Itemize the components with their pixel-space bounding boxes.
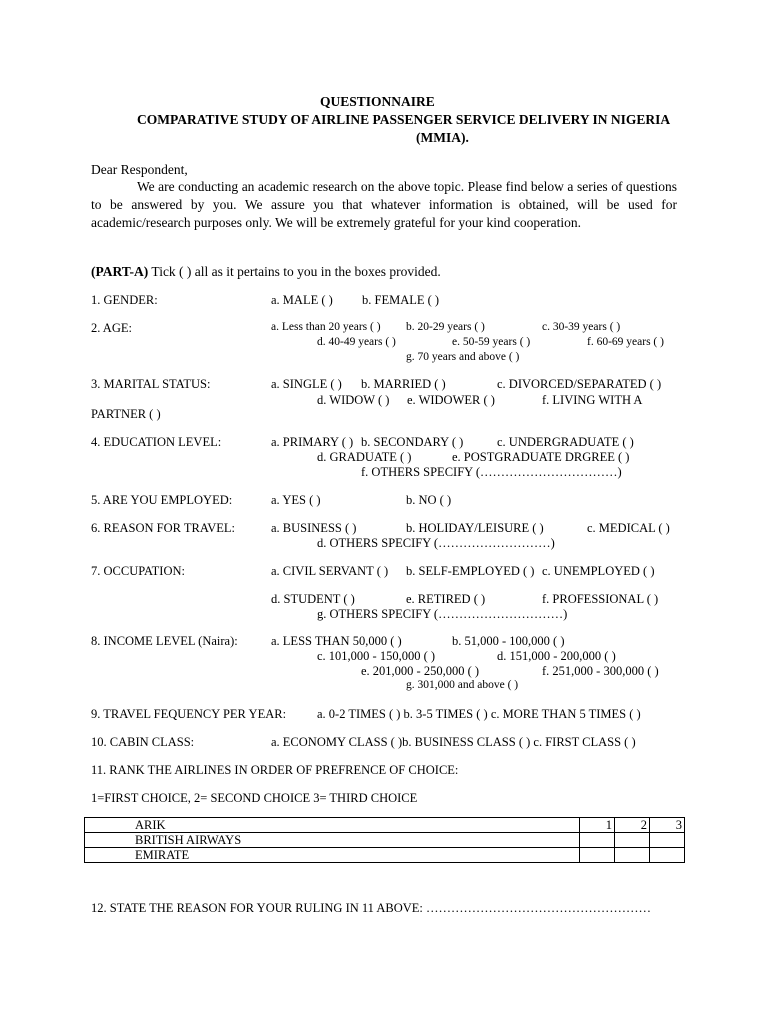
q7-option-c[interactable]: c. UNEMPLOYED ( ) <box>542 564 655 578</box>
q8-option-b[interactable]: b. 51,000 - 100,000 ( ) <box>452 634 565 648</box>
q4-option-d[interactable]: d. GRADUATE ( ) <box>317 450 412 464</box>
q7-option-d[interactable]: d. STUDENT ( ) <box>271 592 355 606</box>
q3-option-f[interactable]: f. LIVING WITH A <box>542 393 643 407</box>
q2-option-a[interactable]: a. Less than 20 years ( ) <box>271 321 381 333</box>
rank-header-2: 2 <box>615 818 650 833</box>
q5-option-b[interactable]: b. NO ( ) <box>406 493 452 507</box>
q4-option-f[interactable]: f. OTHERS SPECIFY (……………………………) <box>361 465 622 479</box>
q3-label: 3. MARITAL STATUS: <box>91 377 211 391</box>
q9-options[interactable]: a. 0-2 TIMES ( ) b. 3-5 TIMES ( ) c. MORE THAN 5 TIMES ( ) <box>317 707 641 721</box>
q8-option-e[interactable]: e. 201,000 - 250,000 ( ) <box>361 664 480 678</box>
q5-option-a[interactable]: a. YES ( ) <box>271 493 321 507</box>
q8-label: 8. INCOME LEVEL (Naira): <box>91 634 238 648</box>
q2-option-c[interactable]: c. 30-39 years ( ) <box>542 321 621 333</box>
table-row <box>85 833 685 848</box>
q7-option-g[interactable]: g. OTHERS SPECIFY (…………………………) <box>317 607 568 621</box>
q12-answer-line[interactable]: ……………………………………………… <box>426 901 652 915</box>
q8-option-g[interactable]: g. 301,000 and above ( ) <box>406 679 519 691</box>
table-row <box>85 848 685 863</box>
q2-option-e[interactable]: e. 50-59 years ( ) <box>452 336 531 348</box>
airline-ranking-table <box>84 817 685 863</box>
rank-header-1: 1 <box>580 818 615 833</box>
q7-option-e[interactable]: e. RETIRED ( ) <box>406 592 486 606</box>
q1-label: 1. GENDER: <box>91 293 158 307</box>
q6-option-c[interactable]: c. MEDICAL ( ) <box>587 521 670 535</box>
q8-option-d[interactable]: d. 151,000 - 200,000 ( ) <box>497 649 616 663</box>
q4-option-a[interactable]: a. PRIMARY ( ) <box>271 435 354 449</box>
q12-label: 12. STATE THE REASON FOR YOUR RULING IN 11 ABOVE: <box>91 901 423 915</box>
q3-option-c[interactable]: c. DIVORCED/SEPARATED ( ) <box>497 377 662 391</box>
q11-label: 11. RANK THE AIRLINES IN ORDER OF PREFRENCE OF CHOICE: <box>91 763 459 777</box>
rank-cell[interactable] <box>615 833 650 848</box>
q3-option-d[interactable]: d. WIDOW ( ) <box>317 393 390 407</box>
questionnaire-title: QUESTIONNAIRE <box>320 94 435 109</box>
q3-option-e[interactable]: e. WIDOWER ( ) <box>407 393 495 407</box>
part-a-instruction: Tick ( ) all as it pertains to you in the boxes provided. <box>151 264 441 279</box>
salutation: Dear Respondent, <box>91 162 188 177</box>
part-a-heading <box>91 265 441 279</box>
q6-option-a[interactable]: a. BUSINESS ( ) <box>271 521 357 535</box>
airline-name: ARIK <box>85 818 580 833</box>
q6-option-d[interactable]: d. OTHERS SPECIFY (………………………) <box>317 536 555 550</box>
q1-option-b[interactable]: b. FEMALE ( ) <box>362 293 440 307</box>
q12-prompt <box>91 902 651 915</box>
airline-name: BRITISH AIRWAYS <box>85 833 580 848</box>
q6-option-b[interactable]: b. HOLIDAY/LEISURE ( ) <box>406 521 544 535</box>
q3-option-b[interactable]: b. MARRIED ( ) <box>361 377 446 391</box>
q7-option-b[interactable]: b. SELF-EMPLOYED ( ) <box>406 564 535 578</box>
table-row <box>85 818 685 833</box>
q3-option-a[interactable]: a. SINGLE ( ) <box>271 377 342 391</box>
study-title-abbrev: (MMIA). <box>416 130 469 145</box>
rank-header-3: 3 <box>650 818 685 833</box>
q8-option-c[interactable]: c. 101,000 - 150,000 ( ) <box>317 649 436 663</box>
q4-label: 4. EDUCATION LEVEL: <box>91 435 222 449</box>
study-title: COMPARATIVE STUDY OF AIRLINE PASSENGER SERVICE DELIVERY IN NIGERIA <box>137 112 671 127</box>
q4-option-b[interactable]: b. SECONDARY ( ) <box>361 435 464 449</box>
q4-option-c[interactable]: c. UNDERGRADUATE ( ) <box>497 435 634 449</box>
q2-option-g[interactable]: g. 70 years and above ( ) <box>406 351 520 363</box>
part-a-label: (PART-A) <box>91 264 149 279</box>
q3-option-f-cont[interactable]: PARTNER ( ) <box>91 407 161 421</box>
rank-cell[interactable] <box>580 848 615 863</box>
q4-option-e[interactable]: e. POSTGRADUATE DRGREE ( ) <box>452 450 630 464</box>
q10-label: 10. CABIN CLASS: <box>91 735 195 749</box>
airline-name: EMIRATE <box>85 848 580 863</box>
q6-label: 6. REASON FOR TRAVEL: <box>91 521 236 535</box>
q2-option-f[interactable]: f. 60-69 years ( ) <box>587 336 664 348</box>
q7-option-a[interactable]: a. CIVIL SERVANT ( ) <box>271 564 389 578</box>
q1-option-a[interactable]: a. MALE ( ) <box>271 293 333 307</box>
q2-label: 2. AGE: <box>91 321 132 335</box>
q8-option-a[interactable]: a. LESS THAN 50,000 ( ) <box>271 634 402 648</box>
q9-label: 9. TRAVEL FEQUENCY PER YEAR: <box>91 707 287 721</box>
q10-options[interactable]: a. ECONOMY CLASS ( )b. BUSINESS CLASS ( ) c. FIRST CLASS ( ) <box>271 735 636 749</box>
q2-option-b[interactable]: b. 20-29 years ( ) <box>406 321 485 333</box>
intro-paragraph-text: We are conducting an academic research on the above topic. Please find below a series of questions to be answered by you. We assure you that whatever information is obtained, will be used for academic/research purposes only. We will be extremely grateful for your kind cooperation. <box>91 179 677 230</box>
rank-cell[interactable] <box>650 848 685 863</box>
q2-option-d[interactable]: d. 40-49 years ( ) <box>317 336 396 348</box>
rank-cell[interactable] <box>580 833 615 848</box>
q5-label: 5. ARE YOU EMPLOYED: <box>91 493 233 507</box>
intro-paragraph <box>91 178 677 232</box>
rank-cell[interactable] <box>650 833 685 848</box>
rank-cell[interactable] <box>615 848 650 863</box>
q7-option-f[interactable]: f. PROFESSIONAL ( ) <box>542 592 659 606</box>
q7-label: 7. OCCUPATION: <box>91 564 186 578</box>
q8-option-f[interactable]: f. 251,000 - 300,000 ( ) <box>542 664 659 678</box>
q11-choice-key: 1=FIRST CHOICE, 2= SECOND CHOICE 3= THIRD CHOICE <box>91 791 418 805</box>
